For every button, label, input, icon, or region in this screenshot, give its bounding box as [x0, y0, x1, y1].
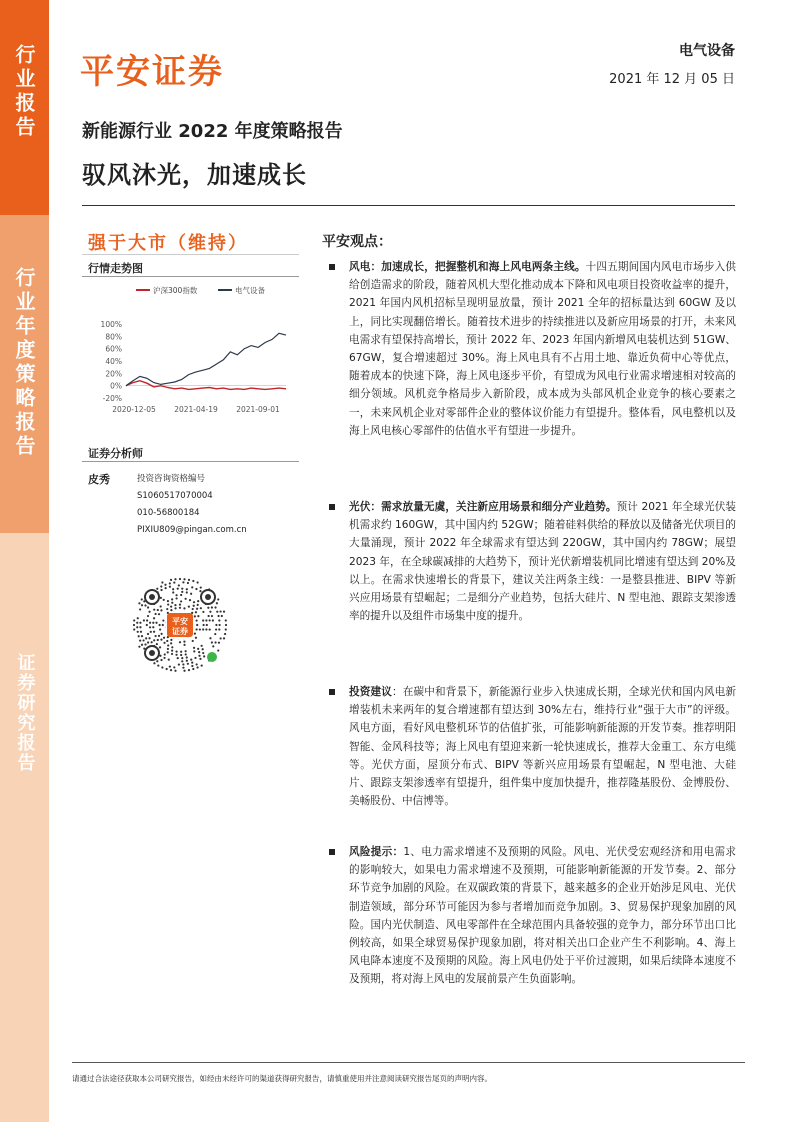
qr-dot	[214, 606, 216, 608]
qr-dot	[149, 626, 151, 628]
analyst-cert-number: S1060517070004	[137, 491, 213, 501]
qr-dot	[133, 619, 135, 621]
qr-dot	[158, 613, 160, 615]
qr-dot	[145, 637, 147, 639]
qr-dot	[159, 624, 161, 626]
report-title: 新能源行业 2022 年度策略报告	[82, 121, 343, 142]
qr-dot	[193, 650, 195, 652]
qr-dot	[192, 640, 194, 642]
qr-dot	[153, 617, 155, 619]
analyst-email[interactable]: PIXIU809@pingan.com.cn	[137, 525, 247, 535]
rating-label: 强于大市（维持）	[88, 233, 248, 254]
qr-dot	[138, 646, 140, 648]
qr-dot	[147, 615, 149, 617]
qr-dot	[153, 639, 155, 641]
qr-dot	[173, 581, 175, 583]
qr-dot	[183, 644, 185, 646]
qr-dot	[202, 648, 204, 650]
analyst-section-title: 证券分析师	[88, 447, 143, 460]
qr-dot	[139, 622, 141, 624]
qr-dot	[180, 600, 182, 602]
qr-dot	[219, 624, 221, 626]
qr-dot	[178, 663, 180, 665]
trend-divider	[82, 276, 299, 277]
qr-dot	[140, 631, 142, 633]
bullet-square-icon	[329, 849, 335, 855]
qr-dot	[172, 588, 174, 590]
qr-dot	[182, 663, 184, 665]
qr-dot	[205, 619, 207, 621]
qr-dot	[182, 581, 184, 583]
qr-dot	[197, 604, 199, 606]
qr-dot	[214, 641, 216, 643]
qr-dot	[147, 641, 149, 643]
footer-disclaimer: 请通过合法途径获取本公司研究报告，如经由未经许可的渠道获得研究报告，请慎重使用并注意阅读研究报告尾页的声明内容。	[72, 1074, 492, 1083]
qr-dot	[167, 603, 169, 605]
qr-dot	[202, 628, 204, 630]
qr-dot	[196, 608, 198, 610]
sidebar	[0, 0, 49, 1122]
qr-dot	[158, 635, 160, 637]
sidebar-label-research: 证券研究报告	[14, 653, 36, 773]
viewpoint-heading: 风电：加速成长，把握整机和海上风电两条主线。	[349, 261, 586, 273]
qr-dot	[161, 666, 163, 668]
qr-dot	[200, 607, 202, 609]
qr-dot	[152, 622, 154, 624]
qr-dot	[159, 628, 161, 630]
qr-dot	[194, 657, 196, 659]
qr-dot	[162, 619, 164, 621]
qr-dot	[170, 669, 172, 671]
qr-dot	[138, 635, 140, 637]
qr-dot	[175, 594, 177, 596]
qr-dot	[174, 578, 176, 580]
qr-dot	[188, 606, 190, 608]
qr-dot	[169, 586, 171, 588]
qr-dot	[141, 598, 143, 600]
qr-dot	[179, 641, 181, 643]
qr-dot	[172, 591, 174, 593]
sidebar-block-research	[0, 533, 49, 1122]
qr-dot	[160, 659, 162, 661]
y-tick-label: 40%	[105, 357, 122, 366]
qr-dot	[215, 624, 217, 626]
qr-dot	[188, 579, 190, 581]
qr-dot	[180, 594, 182, 596]
legend-label: 沪深300指数	[153, 286, 198, 295]
qr-dot	[153, 662, 155, 664]
qr-dot	[206, 624, 208, 626]
qr-dot	[198, 655, 200, 657]
qr-dot	[202, 619, 204, 621]
qr-dot	[203, 655, 205, 657]
qr-dot	[173, 666, 175, 668]
qr-dot	[163, 637, 165, 639]
qr-dot	[179, 578, 181, 580]
qr-dot	[223, 637, 225, 639]
qr-dot	[164, 653, 166, 655]
qr-dot	[147, 606, 149, 608]
y-tick-label: 0%	[110, 381, 122, 391]
qr-finder-center	[149, 650, 155, 656]
qr-dot	[221, 615, 223, 617]
viewpoint-heading: 光伏：需求放量无虞，关注新应用场景和细分产业趋势。	[349, 501, 617, 513]
qr-dot	[209, 611, 211, 613]
qr-dot	[225, 628, 227, 630]
qr-dot	[197, 581, 199, 583]
qr-dot	[177, 657, 179, 659]
trend-chart-svg	[86, 280, 296, 430]
qr-dot	[175, 650, 177, 652]
qr-dot	[179, 604, 181, 606]
x-tick-label: 2021-04-19	[174, 405, 218, 414]
industry-label: 电气设备	[679, 43, 735, 59]
qr-dot	[216, 602, 218, 604]
qr-dot	[197, 615, 199, 617]
qr-dot	[211, 615, 213, 617]
x-tick-label: 2020-12-05	[112, 405, 156, 414]
qr-dot	[146, 624, 148, 626]
series-line-electrical-equipment	[126, 333, 286, 385]
qr-dot	[192, 668, 194, 670]
qr-dot	[211, 641, 213, 643]
qr-dot	[186, 588, 188, 590]
qr-dot	[225, 624, 227, 626]
qr-dot	[217, 615, 219, 617]
qr-dot	[220, 637, 222, 639]
qr-dot	[167, 648, 169, 650]
qr-dot	[201, 645, 203, 647]
qr-dot	[197, 666, 199, 668]
qr-dot	[192, 580, 194, 582]
qr-dot	[164, 584, 166, 586]
rating-divider	[82, 254, 299, 255]
qr-dot	[161, 633, 163, 635]
qr-dot	[163, 642, 165, 644]
qr-dot	[202, 611, 204, 613]
footer-divider	[72, 1062, 745, 1063]
qr-dot	[139, 639, 141, 641]
qr-dot	[136, 622, 138, 624]
qr-dot	[160, 585, 162, 587]
qr-dot	[166, 640, 168, 642]
qr-dot	[133, 624, 135, 626]
qr-dot	[194, 633, 196, 635]
qr-dot	[185, 650, 187, 652]
qr-dot	[177, 588, 179, 590]
qr-dot	[205, 628, 207, 630]
qr-dot	[174, 670, 176, 672]
qr-dot	[142, 639, 144, 641]
qr-dot	[154, 613, 156, 615]
qr-dot	[196, 624, 198, 626]
qr-dot	[171, 646, 173, 648]
qr-dot	[166, 668, 168, 670]
qr-dot	[147, 633, 149, 635]
qr-dot	[199, 628, 201, 630]
qr-dot	[209, 628, 211, 630]
qr-dot	[133, 628, 135, 630]
qr-dot	[163, 657, 165, 659]
qr-dot	[143, 619, 145, 621]
viewpoint-body: 预计 2021 年全球光伏装机需求约 160GW，其中国内约 52GW；随着硅料供给的释放以及储备光伏项目的大量涌现，预计 2022 年全球需求有望达到 220GW，其中国内约 78GW；展望 2023 年，在全球碳减排的大趋势下，预计光伏新增装机同比增速有望达到 20%及以上。在需求快速增长的背景下，建议关注两条主线：一是整县推进、BIPV 等新兴应用场景有望崛起；二是细分产业趋势，包括大硅片、N 型电池、跟踪支架渗透率的提升以及组件市场集中度的提升。	[349, 501, 737, 623]
bullet-square-icon	[329, 504, 335, 510]
qr-dot	[191, 586, 193, 588]
qr-dot	[215, 628, 217, 630]
qr-dot	[141, 644, 143, 646]
qr-dot	[170, 606, 172, 608]
qr-dot	[150, 631, 152, 633]
sidebar-block-strategy	[0, 215, 49, 533]
qr-dot	[170, 639, 172, 641]
qr-dot	[170, 579, 172, 581]
qr-dot	[193, 601, 195, 603]
qr-dot	[167, 651, 169, 653]
qr-dot	[165, 587, 167, 589]
qr-dot	[157, 639, 159, 641]
qr-dot	[195, 611, 197, 613]
mini-program-qr-code[interactable]	[130, 575, 230, 675]
qr-dot	[188, 669, 190, 671]
qr-dot	[214, 633, 216, 635]
qr-logo-text: 平安	[172, 617, 188, 626]
qr-dot	[166, 608, 168, 610]
qr-dot	[157, 609, 159, 611]
qr-dot	[200, 586, 202, 588]
qr-dot	[218, 628, 220, 630]
qr-dot	[182, 667, 184, 669]
qr-dot	[186, 660, 188, 662]
qr-dot	[218, 619, 220, 621]
qr-dot	[201, 664, 203, 666]
qr-dot	[170, 609, 172, 611]
trend-chart	[86, 280, 296, 430]
viewpoint-heading: 投资建议	[349, 686, 393, 698]
qr-dot	[180, 651, 182, 653]
qr-finder-center	[149, 594, 155, 600]
qr-dot	[191, 662, 193, 664]
qr-dot	[197, 648, 199, 650]
qr-dot	[203, 624, 205, 626]
analyst-phone: 010-56800184	[137, 508, 200, 518]
sidebar-label-strategy: 行业年度策略报告	[12, 267, 36, 459]
qr-dot	[212, 619, 214, 621]
qr-dot	[148, 637, 150, 639]
qr-dot	[175, 597, 177, 599]
qr-dot	[155, 622, 157, 624]
qr-dot	[199, 658, 201, 660]
qr-dot	[181, 588, 183, 590]
qr-dot	[196, 619, 198, 621]
qr-dot	[190, 593, 192, 595]
bullet-square-icon	[329, 689, 335, 695]
qr-dot	[186, 656, 188, 658]
qr-dot	[149, 622, 151, 624]
qr-dot	[171, 653, 173, 655]
qr-dot	[225, 619, 227, 621]
qr-dot	[139, 626, 141, 628]
analyst-name: 皮秀	[88, 473, 110, 486]
qr-dot	[223, 611, 225, 613]
analyst-cert-label: 投资咨询资格编号	[137, 474, 206, 484]
qr-dot	[171, 650, 173, 652]
report-headline: 驭风沐光，加速成长	[82, 161, 307, 189]
analyst-divider	[82, 461, 299, 462]
sidebar-label-report: 行业报告	[12, 44, 36, 140]
qr-dot	[183, 670, 185, 672]
qr-dot	[170, 642, 172, 644]
legend-label: 电气设备	[235, 286, 265, 295]
qr-dot	[174, 607, 176, 609]
qr-dot	[189, 599, 191, 601]
qr-dot	[183, 641, 185, 643]
qr-dot	[217, 649, 219, 651]
qr-dot	[207, 607, 209, 609]
y-tick-label: -20%	[102, 394, 122, 403]
qr-dot	[160, 609, 162, 611]
qr-dot	[141, 635, 143, 637]
qr-dot	[216, 611, 218, 613]
qr-dot	[181, 660, 183, 662]
analyst-info	[137, 471, 247, 539]
qr-dot	[178, 584, 180, 586]
qr-dot	[195, 588, 197, 590]
qr-dot	[218, 642, 220, 644]
qr-dot	[137, 617, 139, 619]
qr-dot	[186, 591, 188, 593]
qr-dot	[194, 615, 196, 617]
qr-dot	[197, 600, 199, 602]
qr-dot	[161, 581, 163, 583]
qr-dot	[209, 619, 211, 621]
qr-dot	[179, 607, 181, 609]
qr-dot	[217, 598, 219, 600]
qr-dot	[156, 660, 158, 662]
viewpoint-body: 1、电力需求增速不及预期的风险。风电、光伏受宏观经济和用电需求的影响较大，如果电力需求增速不及预期，可能影响新能源的开发节奏。2、部分环节竞争加剧的风险。在双碳政策的背景下，越来越多的企业开始涉足风电、光伏制造领域，部分环节可能因为参与者增加而竞争加剧。3、贸易保护现象加剧的风险。国内光伏制造、风电零部件在全球范围内具备较强的竞争力，部分环节出口比例较高，如果全球贸易保护现象加剧，将对相关出口企业产生不利影响。4、海上风电降本速度不及预期的风险。海上风电仍处于平价过渡期，如果后续降本速度不及预期，将对海上风电的发展前景产生负面影响。	[349, 846, 736, 986]
qr-dot	[193, 605, 195, 607]
qr-dot	[190, 659, 192, 661]
qr-dot	[191, 665, 193, 667]
qr-dot	[162, 624, 164, 626]
qr-dot	[153, 609, 155, 611]
qr-dot	[136, 626, 138, 628]
qr-dot	[168, 659, 170, 661]
qr-dot	[163, 599, 165, 601]
qr-dot	[196, 628, 198, 630]
qr-dot	[195, 637, 197, 639]
qr-dot	[180, 654, 182, 656]
qr-dot	[212, 645, 214, 647]
qr-dot	[152, 626, 154, 628]
company-logo: 平安证券	[80, 52, 224, 92]
qr-dot	[202, 652, 204, 654]
y-tick-label: 60%	[105, 344, 122, 354]
viewpoint-heading: 风险提示：	[349, 846, 404, 858]
qr-dot	[199, 590, 201, 592]
qr-dot	[160, 605, 162, 607]
qr-dot	[151, 641, 153, 643]
series-line-hs300	[126, 381, 286, 390]
qr-dot	[167, 600, 169, 602]
qr-dot	[148, 611, 150, 613]
qr-dot	[154, 635, 156, 637]
qr-dot	[169, 665, 171, 667]
qr-dot	[187, 582, 189, 584]
qr-dot	[138, 602, 140, 604]
qr-logo-text: 证券	[172, 627, 188, 636]
y-tick-label: 20%	[105, 369, 122, 379]
qr-dot	[193, 647, 195, 649]
qr-dot	[160, 597, 162, 599]
qr-dot	[209, 637, 211, 639]
viewpoints-title: 平安观点：	[322, 234, 392, 250]
qr-dot	[159, 646, 161, 648]
qr-finder-center	[205, 594, 211, 600]
qr-dot	[171, 598, 173, 600]
qr-dot	[208, 615, 210, 617]
qr-dot	[175, 654, 177, 656]
qr-dot	[187, 663, 189, 665]
qr-dot	[137, 631, 139, 633]
qr-dot	[181, 657, 183, 659]
qr-dot	[169, 582, 171, 584]
qr-dot	[139, 608, 141, 610]
qr-dot	[146, 619, 148, 621]
qr-dot	[192, 608, 194, 610]
qr-dot	[160, 638, 162, 640]
qr-dot	[160, 589, 162, 591]
qr-dot	[141, 604, 143, 606]
qr-dot	[183, 578, 185, 580]
bullet-square-icon	[329, 264, 335, 270]
qr-dot	[185, 598, 187, 600]
qr-dot	[198, 651, 200, 653]
qr-dot	[185, 653, 187, 655]
qr-dot	[183, 607, 185, 609]
qr-dot	[174, 604, 176, 606]
qr-dot	[171, 602, 173, 604]
y-tick-label: 80%	[105, 332, 122, 342]
qr-dot	[153, 631, 155, 633]
qr-dot	[211, 606, 213, 608]
qr-code-graphic	[130, 575, 230, 675]
qr-dot	[144, 604, 146, 606]
header-divider	[82, 205, 735, 206]
qr-dot	[181, 591, 183, 593]
viewpoint-body: ：在碳中和背景下，新能源行业步入快速成长期，全球光伏和国内风电新增装机未来两年的复合增速都有望达到 30%左右，维持行业“强于大市”的评级。风电方面，看好风电整机环节的估值扩张，可能影响新能源的开发节奏。推荐明阳智能、金风科技等；海上风电有望迎来新一轮快速成长，推荐大金重工、东方电缆等。光伏方面，屋顶分布式、BIPV 等新兴应用场景有望崛起，N 型电池、大硅片、跟踪支架渗透率有望提升，组件集中度加快提升，推荐隆基股份、金博股份、美畅股份、中信博等。	[349, 686, 737, 808]
qr-badge-icon	[207, 652, 217, 662]
trend-chart-title: 行情走势图	[88, 262, 143, 275]
qr-dot	[167, 644, 169, 646]
qr-dot	[196, 663, 198, 665]
qr-dot	[157, 664, 159, 666]
y-tick-label: 100%	[100, 320, 122, 329]
report-date: 2021 年 12 月 05 日	[609, 72, 735, 87]
qr-dot	[220, 610, 222, 612]
qr-dot	[156, 643, 158, 645]
qr-dot	[224, 633, 226, 635]
qr-dot	[156, 588, 158, 590]
viewpoint-body: 十四五期间国内风电市场步入供给创造需求的阶段，随着风机大型化推动成本下降和风电项目投资收益率的提升，2021 年国内风机招标呈现明显放量，预计 2021 全年的招标量达到 60GW 及以上，同比实现翻倍增长。随着技术进步的持续推进以及新应用场景的打开，未来风电需求有望保持高增长，预计 2022 年、2023 年国内新增风电装机达到 51GW、67GW，复合增速超过 30%。海上风电具有不占用土地、靠近负荷中心等优点，随着成本的快速下降，海上风电逐步平价，有望成为风电行业需求增速相对较高的细分领域。风机竞争格局步入新阶段，成本成为头部风机企业竞争的核心要素之一，未来风机企业对零部件企业的整体议价能力有望提升。整体看，风电整机以及海上风电核心零部件的估值水平有望进一步提升。	[349, 261, 737, 437]
x-tick-label: 2021-09-01	[236, 405, 280, 414]
qr-dot	[144, 643, 146, 645]
sidebar-block-report-type	[0, 0, 49, 215]
